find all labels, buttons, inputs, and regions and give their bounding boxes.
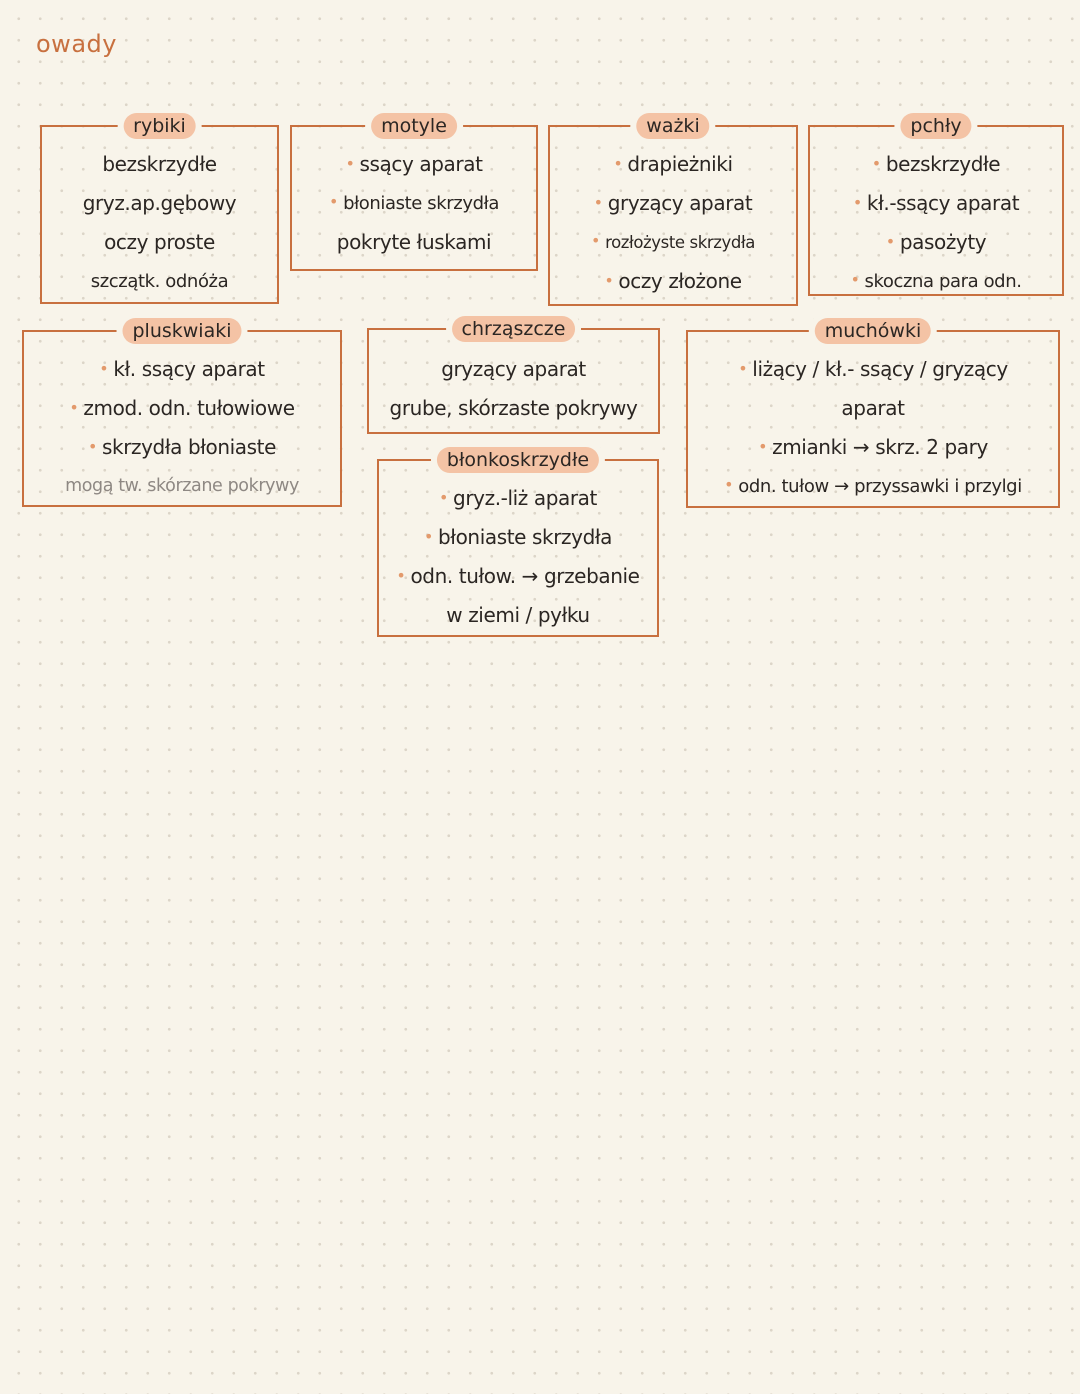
group-line [379,479,657,518]
group-line [24,389,340,428]
group-line [810,145,1062,184]
group-line [24,350,340,389]
bullet-dot: • [69,398,79,417]
bullet-dot: • [724,475,734,494]
bullet-dot: • [871,154,881,173]
line-text: gryzący aparat [441,357,586,381]
line-text: zmianki → skrz. 2 pary [772,435,988,459]
bullet-dot: • [439,488,449,507]
group-box-rybiki [40,115,279,304]
group-box-wazki [548,115,798,306]
line-text: oczy złożone [618,269,742,293]
bullet-dot: • [99,359,109,378]
group-lines [24,350,340,506]
line-text: rozłożyste skrzydła [605,233,755,252]
group-line [379,557,657,596]
bullet-dot: • [885,232,895,251]
bullet-dot: • [329,192,339,211]
line-text: gryz.-liż aparat [453,486,597,510]
bullet-dot: • [604,271,614,290]
bullet-dot: • [738,359,748,378]
line-text: szczątk. odnóża [90,271,229,292]
group-line [688,428,1058,467]
group-box-muchowki [686,320,1060,508]
group-line [550,145,796,184]
group-lines [369,350,658,428]
bullet-dot: • [396,566,406,585]
group-box-blonkoskrzydle [377,449,659,637]
line-text: błoniaste skrzydła [343,193,499,214]
group-line [688,350,1058,389]
group-lines [688,350,1058,506]
line-text: odn. tułow → przyssawki i przylgi [738,476,1022,497]
bullet-dot: • [345,154,355,173]
group-title-muchowki: muchówki [815,318,931,344]
group-line [369,350,658,389]
group-line [379,518,657,557]
bullet-dot: • [593,193,603,212]
line-text: gryzący aparat [607,191,753,215]
line-text: bezskrzydłe [102,152,217,176]
line-text: pasożyty [899,230,987,254]
group-line [292,145,536,184]
line-text: odn. tułow. → grzebanie [410,564,640,588]
group-line [550,184,796,223]
line-text: oczy proste [104,230,215,254]
group-title-pchly: pchły [900,113,971,139]
group-line [42,223,277,262]
group-line [24,467,340,506]
line-text: zmod. odn. tułowiowe [83,396,295,420]
group-line [810,223,1062,262]
group-line [369,389,658,428]
group-title-blonkoskrzydle: błonkoskrzydłe [437,447,599,473]
line-text: mogą tw. skórzane pokrywy [65,476,299,496]
line-text: gryz.ap.gębowy [82,191,237,215]
line-text: kł. ssący aparat [113,357,265,381]
page-title: owady [36,30,117,58]
group-line [550,223,796,262]
line-text: ssący aparat [359,152,483,176]
group-box-motyle [290,115,538,271]
line-text: aparat [841,396,905,420]
group-line [292,223,536,262]
group-lines [550,145,796,301]
group-title-chrzaszcze: chrząszcze [452,316,576,342]
group-lines [379,479,657,635]
line-text: grube, skórzaste pokrywy [389,396,638,420]
group-box-chrzaszcze [367,318,660,434]
group-line [24,428,340,467]
group-lines [292,145,536,262]
bullet-dot: • [87,437,97,456]
group-title-rybiki: rybiki [123,113,196,139]
line-text: skrzydła błoniaste [102,435,277,459]
bullet-dot: • [850,270,860,289]
group-line [550,262,796,301]
line-text: w ziemi / pyłku [446,603,590,627]
line-text: pokryte łuskami [336,230,492,254]
line-text: bezskrzydłe [885,152,1001,176]
group-lines [42,145,277,301]
group-title-wazki: ważki [636,113,709,139]
group-line [688,389,1058,428]
line-text: drapieżniki [627,152,733,176]
bullet-dot: • [423,527,433,546]
group-lines [810,145,1062,301]
bullet-dot: • [852,193,862,212]
group-box-pluskwiaki [22,320,342,507]
line-text: kł.-ssący aparat [866,191,1020,215]
group-line [688,467,1058,506]
group-line [42,145,277,184]
bullet-dot: • [591,231,601,250]
group-line [292,184,536,223]
bullet-dot: • [758,437,768,456]
line-text: liżący / kł.- ssący / gryzący [752,357,1008,381]
line-text: błoniaste skrzydła [438,525,613,549]
group-line [379,596,657,635]
bullet-dot: • [613,154,623,173]
group-line [42,184,277,223]
line-text: skoczna para odn. [864,271,1022,292]
group-title-motyle: motyle [371,113,457,139]
group-title-pluskwiaki: pluskwiaki [122,318,241,344]
group-line [810,184,1062,223]
group-line [42,262,277,301]
group-box-pchly [808,115,1064,296]
group-line [810,262,1062,301]
